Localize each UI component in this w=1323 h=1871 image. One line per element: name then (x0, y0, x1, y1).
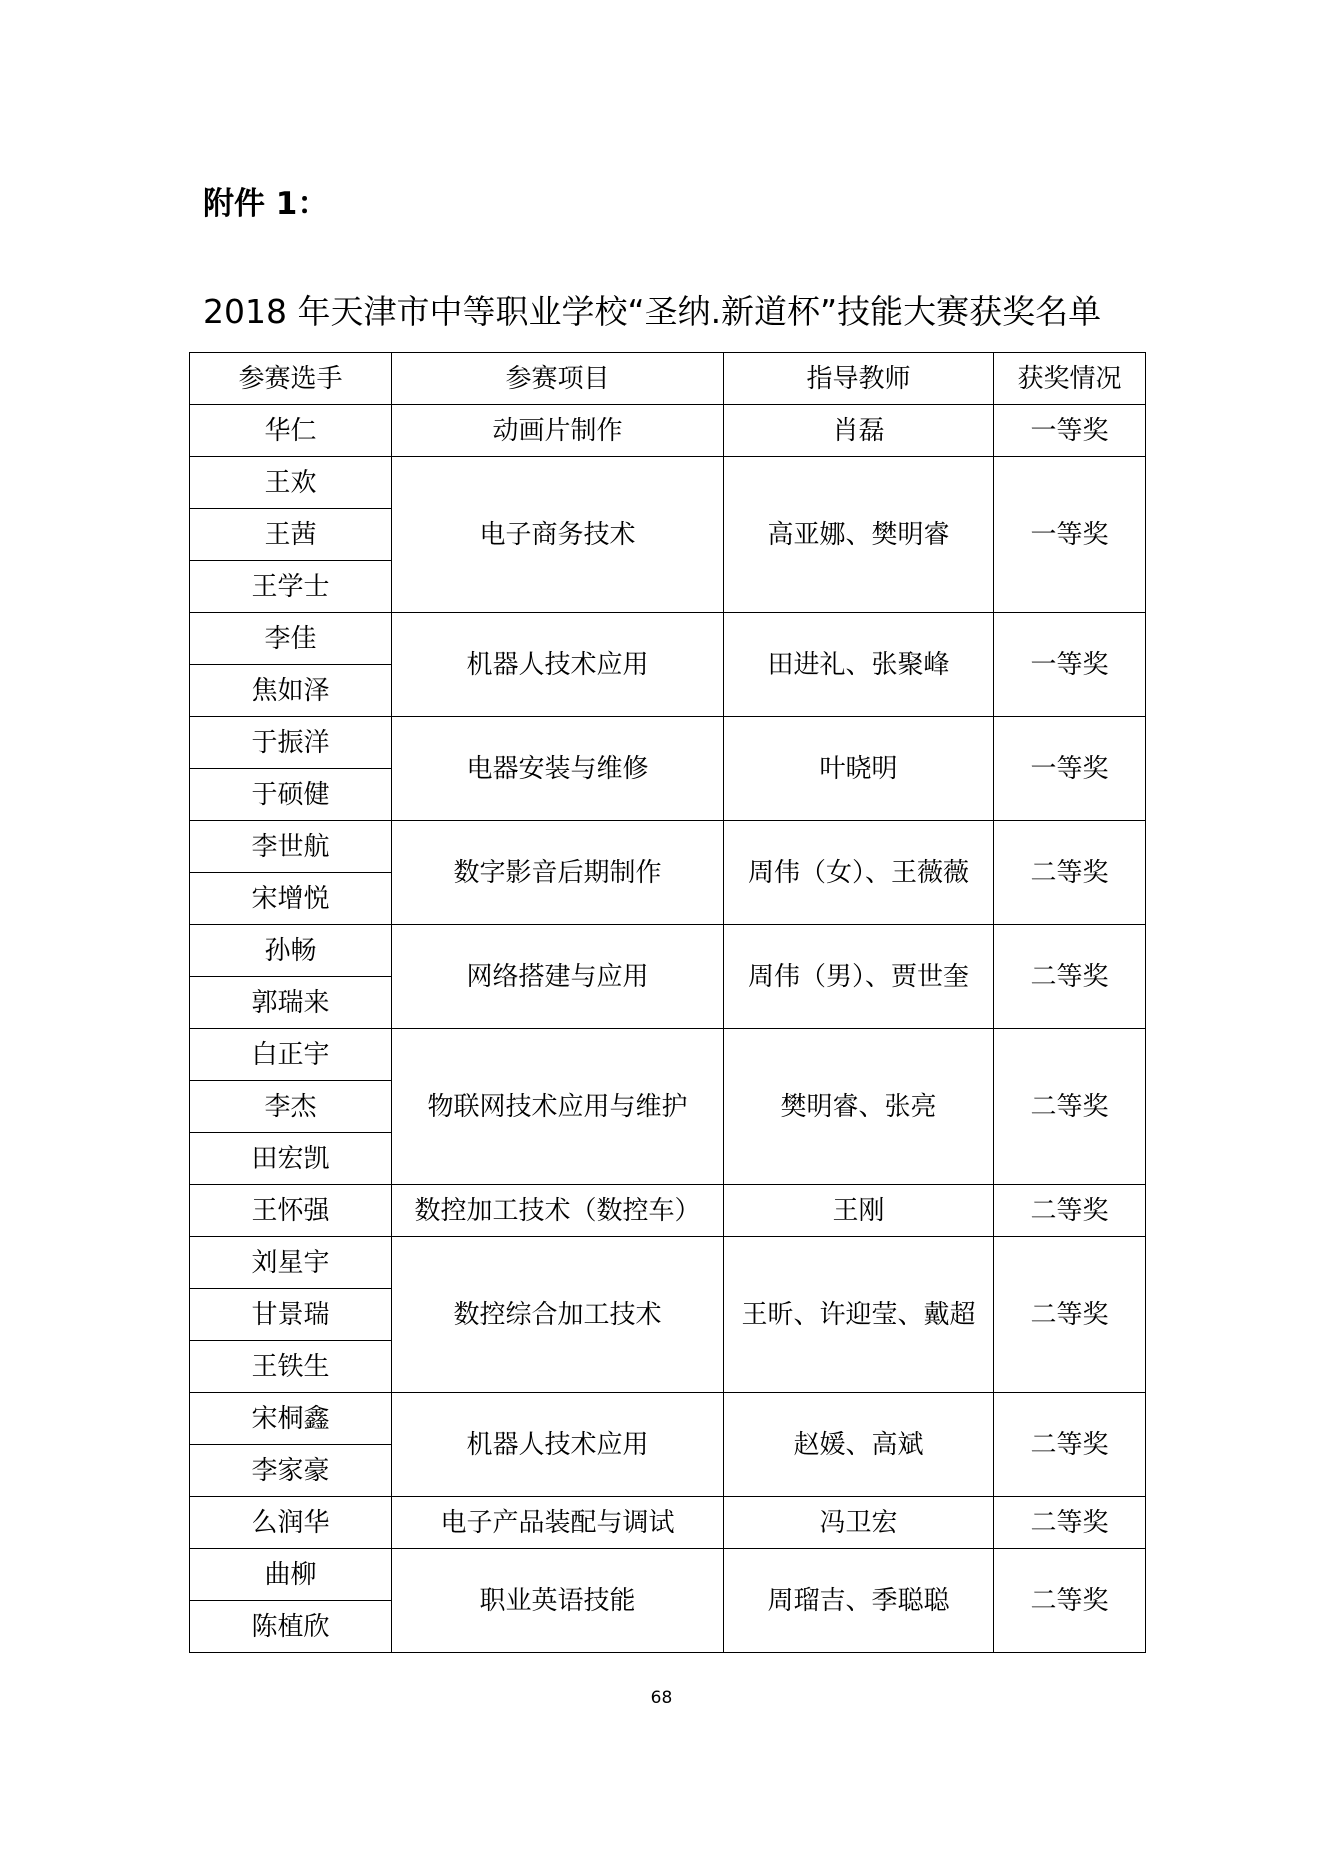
awards-table (189, 352, 1146, 1653)
student-cell: 李佳 (190, 613, 392, 665)
event-cell: 数字影音后期制作 (392, 821, 724, 925)
student-cell: 么润华 (190, 1497, 392, 1549)
teacher-cell: 周伟（女）、王薇薇 (724, 821, 994, 925)
award-cell: 二等奖 (994, 1029, 1146, 1185)
table-row (190, 1237, 1146, 1289)
student-cell: 田宏凯 (190, 1133, 392, 1185)
student-cell: 王茜 (190, 509, 392, 561)
award-cell: 二等奖 (994, 925, 1146, 1029)
student-cell: 李世航 (190, 821, 392, 873)
student-cell: 郭瑞来 (190, 977, 392, 1029)
student-cell: 陈植欣 (190, 1601, 392, 1653)
teacher-cell: 冯卫宏 (724, 1497, 994, 1549)
award-cell: 二等奖 (994, 1185, 1146, 1237)
award-cell: 一等奖 (994, 717, 1146, 821)
event-cell: 动画片制作 (392, 405, 724, 457)
document-title: 2018 年天津市中等职业学校“圣纳.新道杯”技能大赛获奖名单 (203, 292, 1102, 331)
award-cell: 二等奖 (994, 1393, 1146, 1497)
table-row (190, 613, 1146, 665)
teacher-cell: 周瑠吉、季聪聪 (724, 1549, 994, 1653)
table-row (190, 457, 1146, 509)
table-row (190, 925, 1146, 977)
student-cell: 曲柳 (190, 1549, 392, 1601)
teacher-cell: 叶晓明 (724, 717, 994, 821)
teacher-cell: 周伟（男）、贾世奎 (724, 925, 994, 1029)
event-cell: 数控加工技术（数控车） (392, 1185, 724, 1237)
award-cell: 二等奖 (994, 1549, 1146, 1653)
student-cell: 华仁 (190, 405, 392, 457)
student-cell: 焦如泽 (190, 665, 392, 717)
student-cell: 于硕健 (190, 769, 392, 821)
header-teacher: 指导教师 (724, 353, 994, 405)
student-cell: 白正宇 (190, 1029, 392, 1081)
table-row (190, 1029, 1146, 1081)
teacher-cell: 田进礼、张聚峰 (724, 613, 994, 717)
table-header-row (190, 353, 1146, 405)
table-body (190, 405, 1146, 1653)
event-cell: 电器安装与维修 (392, 717, 724, 821)
teacher-cell: 赵媛、高斌 (724, 1393, 994, 1497)
table-row (190, 1549, 1146, 1601)
table-row (190, 717, 1146, 769)
student-cell: 王怀强 (190, 1185, 392, 1237)
student-cell: 甘景瑞 (190, 1289, 392, 1341)
student-cell: 孙畅 (190, 925, 392, 977)
teacher-cell: 王昕、许迎莹、戴超 (724, 1237, 994, 1393)
student-cell: 王铁生 (190, 1341, 392, 1393)
event-cell: 物联网技术应用与维护 (392, 1029, 724, 1185)
teacher-cell: 王刚 (724, 1185, 994, 1237)
teacher-cell: 肖磊 (724, 405, 994, 457)
header-award: 获奖情况 (994, 353, 1146, 405)
student-cell: 于振洋 (190, 717, 392, 769)
award-cell: 二等奖 (994, 1497, 1146, 1549)
header-event: 参赛项目 (392, 353, 724, 405)
student-cell: 王学士 (190, 561, 392, 613)
event-cell: 职业英语技能 (392, 1549, 724, 1653)
event-cell: 电子商务技术 (392, 457, 724, 613)
student-cell: 李家豪 (190, 1445, 392, 1497)
attachment-label: 附件 1： (203, 186, 329, 222)
student-cell: 宋增悦 (190, 873, 392, 925)
student-cell: 李杰 (190, 1081, 392, 1133)
student-cell: 刘星宇 (190, 1237, 392, 1289)
teacher-cell: 高亚娜、樊明睿 (724, 457, 994, 613)
student-cell: 宋桐鑫 (190, 1393, 392, 1445)
award-cell: 二等奖 (994, 821, 1146, 925)
table-row (190, 405, 1146, 457)
table-row (190, 1185, 1146, 1237)
page-number: 68 (650, 1688, 673, 1708)
student-cell: 王欢 (190, 457, 392, 509)
award-cell: 一等奖 (994, 405, 1146, 457)
table-row (190, 1497, 1146, 1549)
award-cell: 一等奖 (994, 457, 1146, 613)
event-cell: 机器人技术应用 (392, 613, 724, 717)
table-row (190, 1393, 1146, 1445)
event-cell: 机器人技术应用 (392, 1393, 724, 1497)
event-cell: 电子产品装配与调试 (392, 1497, 724, 1549)
award-cell: 二等奖 (994, 1237, 1146, 1393)
teacher-cell: 樊明睿、张亮 (724, 1029, 994, 1185)
event-cell: 数控综合加工技术 (392, 1237, 724, 1393)
table-row (190, 821, 1146, 873)
header-student: 参赛选手 (190, 353, 392, 405)
event-cell: 网络搭建与应用 (392, 925, 724, 1029)
award-cell: 一等奖 (994, 613, 1146, 717)
